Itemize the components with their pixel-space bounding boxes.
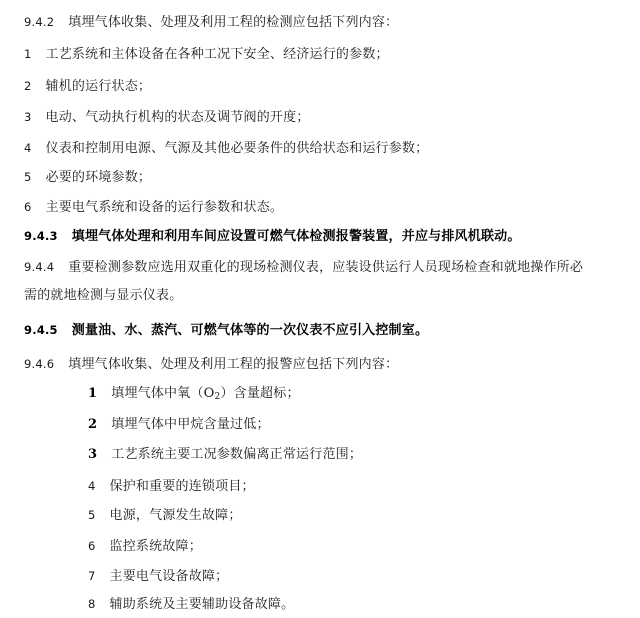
item-number: 4 [88, 479, 96, 493]
item-text: 仪表和控制用电源、气源及其他必要条件的供给状态和运行参数； [45, 141, 429, 156]
clause-number: 9.4.5 [24, 323, 58, 337]
item-text: 填埋气体中氧$(O_2)$含量超标； [111, 386, 300, 402]
item-text: 保护和重要的连锁项目； [109, 479, 255, 494]
list-item [88, 477, 255, 496]
item-number: 3 [88, 447, 98, 462]
list-item [88, 567, 228, 586]
clause-number: 9.4.4 [24, 260, 55, 274]
clause-9-4-3 [24, 227, 521, 246]
item-number: 1 [24, 47, 32, 61]
item-text: 必要的环境参数； [45, 170, 152, 185]
list-item [24, 45, 389, 64]
item-text: 主要电气系统和设备的运行参数和状态。 [45, 200, 284, 215]
item-number: 4 [24, 141, 32, 155]
item-number: 7 [88, 569, 96, 583]
item-text: 电源，气源发生故障； [109, 508, 242, 523]
item-number: 5 [24, 170, 32, 184]
clause-number: 9.4.3 [24, 229, 58, 243]
clause-number: 9.4.6 [24, 357, 55, 371]
item-text: 辅机的运行状态； [45, 79, 152, 94]
list-item [88, 537, 202, 556]
item-number: 5 [88, 508, 96, 522]
item-number: 6 [24, 200, 32, 214]
clause-text-line2: 需的就地检测与显示仪表。 [24, 288, 183, 303]
item-text: 辅助系统及主要辅助设备故障。 [109, 597, 295, 612]
item-text: 工艺系统主要工况参数偏离正常运行范围； [111, 447, 363, 462]
list-item [88, 446, 362, 464]
list-item [24, 77, 151, 96]
list-item [24, 168, 151, 187]
item-text: 工艺系统和主体设备在各种工况下安全、经济运行的参数； [45, 47, 389, 62]
item-text: 监控系统故障； [109, 539, 202, 554]
clause-9-4-6 [24, 355, 398, 374]
item-number: 6 [88, 539, 96, 553]
clause-continuation [24, 287, 182, 305]
clause-text-line1: 重要检测参数应选用双重化的现场检测仪表，应装设供运行人员现场检查和就地操作所必 [68, 260, 584, 275]
item-number: 8 [88, 597, 96, 611]
item-number: 2 [24, 79, 32, 93]
clause-text: 填埋气体收集、处理及利用工程的检测应包括下列内容： [68, 15, 399, 30]
list-item [88, 595, 294, 614]
list-item [88, 506, 242, 525]
clause-9-4-2 [24, 13, 398, 32]
item-text: 电动、气动执行机构的状态及调节阀的开度； [45, 110, 310, 125]
list-item [24, 198, 283, 217]
item-number: 2 [88, 417, 98, 432]
clause-text: 测量油、水、蒸汽、可燃气体等的一次仪表不应引入控制室。 [71, 323, 429, 338]
clause-9-4-5 [24, 321, 428, 340]
list-item [24, 108, 310, 127]
list-item [24, 139, 428, 158]
item-number: 1 [88, 386, 98, 401]
item-text: 主要电气设备故障； [109, 569, 229, 584]
item-text: 填埋气体中甲烷含量过低； [111, 417, 270, 432]
list-item [88, 385, 300, 406]
clause-text: 填埋气体收集、处理及利用工程的报警应包括下列内容： [68, 357, 399, 372]
clause-9-4-4 [24, 258, 583, 277]
item-number: 3 [24, 110, 32, 124]
clause-text: 填埋气体处理和利用车间应设置可燃气体检测报警装置，并应与排风机联动。 [71, 229, 521, 244]
list-item [88, 416, 270, 434]
clause-number: 9.4.2 [24, 15, 55, 29]
